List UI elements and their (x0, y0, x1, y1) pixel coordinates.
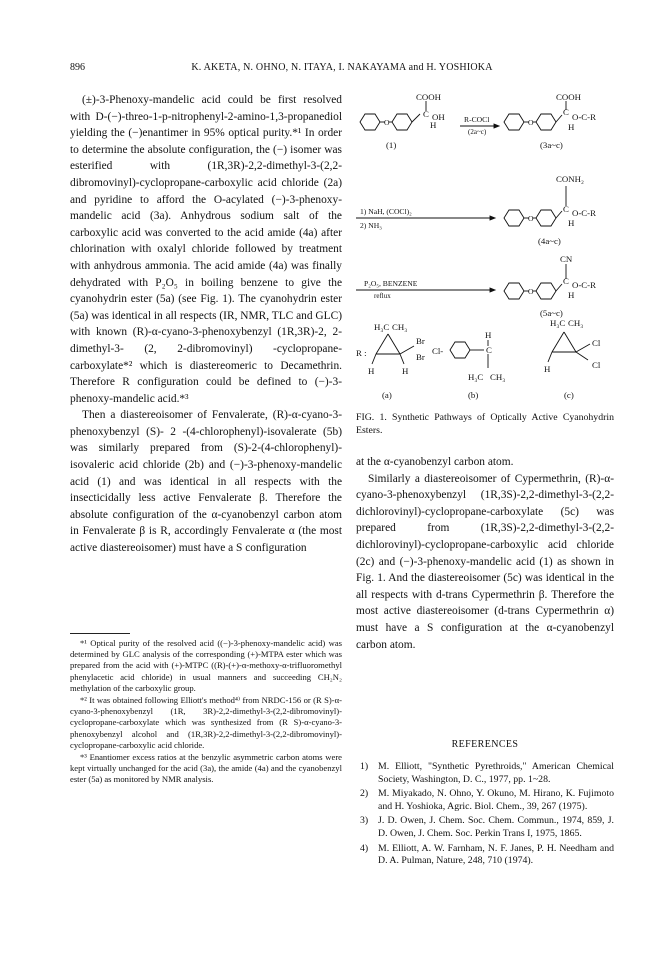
reaction-scheme-figure (352, 88, 618, 406)
reference-text: M. Elliott, "Synthetic Pyrethroids," American Chemical Society, Washington, D. C., 1977, pp. 1~28. (378, 761, 614, 785)
figure-caption: FIG. 1. Synthetic Pathways of Optically Active Cyanohydrin Esters. (356, 412, 614, 436)
carbon-label: C (563, 204, 569, 214)
chloro-label: Cl (592, 338, 601, 348)
h-label: H (402, 366, 409, 376)
reference-item (356, 815, 614, 840)
reagent-step-2: 2) NH₃ (360, 221, 382, 230)
footnote: *² It was obtained following Elliott's method⁴⁾ from NRDC-156 or (R S)-α-cyano-3-phenoxybenzyl (1R, 3R)-2,2-dimethyl-3-(2,2-dibromovinyl)-cyclopropane-carboxylate which was synthesized from (R S)-α-cyano-3-phenoxybenzyl alcohol and (1R,3R)-2,2-dimethyl-3-(2,2-dibromovinyl)-cyclopropane-carboxylic acid chloride. (70, 695, 342, 750)
r-group-c-label: (c) (564, 390, 574, 400)
ether-o-label: O (528, 214, 534, 223)
reference-item (356, 788, 614, 813)
compound-3-label: (3a~c) (540, 140, 563, 150)
r-group-label: R : (356, 348, 367, 358)
cooh-label: COOH (556, 92, 581, 102)
body-paragraph: Then a diastereoisomer of Fenvalerate, (R)-α-cyano-3-phenoxybenzyl (S)- 2 -(4-chlorophenyl)-isovalerate (5b) was similarly prepared from (S)-2-(4-chlorophenyl)-isovaleric acid chloride (2b) and (−)-3-phenoxy-mandelic acid (1) and was identical in all respects with the insecticidally less active Fenvalerate β. Therefore the absolute configuration of the α-cyanobenzyl carbon atom in Fenvalerate β is R, accordingly Fenvalerate α (the most active diastereoisomer) must have a S configuration (70, 409, 342, 555)
ether-o-label: O (528, 118, 534, 127)
rcocl-reagent: R-COCl (464, 115, 490, 124)
compound-1-label: (1) (386, 140, 397, 150)
references-heading: REFERENCES (451, 739, 519, 750)
methyl-label: CH₃ (490, 372, 506, 382)
running-header (70, 62, 614, 76)
reference-text: J. D. Owen, J. Chem. Soc. Chem. Commun., 1974, 859, J. D. Owen, J. Chem. Soc. Perkin Trans I, 1975, 1865. (378, 815, 614, 839)
methyl-label: H₃C (374, 322, 390, 332)
compound-5-label: (5a~c) (540, 308, 563, 318)
r-group-b-label: (b) (468, 390, 479, 400)
body-paragraph: Similarly a diastereoisomer of Cypermethrin, (R)-α-cyano-3-phenoxybenzyl (1R,3S)-2,2-dimethyl-3-(2,2-dichlorovinyl)-cyclopropane-carboxylate (5c) was prepared from (1R,3S)-2,2-dimethyl-3-(2,2-dichlorovinyl)-cyclopropane-carboxylic acid chloride (2c) and (−)-3-phenoxy-mandelic acid (1) as shown in Fig. 1. And the diastereoisomer (5c) was identical in the all respects with d-trans Cypermethrin β. Therefore the most active diastereoisomer (d-trans Cypermethrin α) must have a S configuration at the α-cyanobenzyl carbon atom. (356, 472, 614, 651)
reagent-reflux: reflux (374, 292, 391, 300)
reference-number: 3) (360, 815, 369, 827)
h-label: H (568, 122, 575, 132)
reagent-p2o5: P₂O₅, BENZENE (364, 279, 418, 288)
bromo-label: Br (416, 352, 425, 362)
carbon-label: C (563, 276, 569, 286)
chloro-label: Cl (592, 360, 601, 370)
methyl-label: H₃C (550, 318, 566, 328)
reference-number: 4) (360, 842, 369, 854)
h-label: H (368, 366, 375, 376)
carbon-label: C (563, 107, 569, 117)
h-label: H (568, 218, 575, 228)
reference-item (356, 843, 614, 868)
h-label: H (485, 330, 492, 340)
methyl-label: CH₃ (392, 322, 408, 332)
footnote: *¹ Optical purity of the resolved acid ((−)-3-phenoxy-mandelic acid) was determined by GLC analysis of the corresponding (+)-MTPA ester which was prepared from the acid with (+)-MTPC ((R)-(+)-α-methoxy-α-trifluoromethyl phenylacetic acid chloride) in usual manners and succeeding CH₂N₂ methylation of the carboxylic group. (70, 638, 342, 693)
ether-o-label: O (528, 287, 534, 296)
bromo-label: Br (416, 336, 425, 346)
rcocl-subscript: (2a~c) (468, 128, 487, 136)
conh2-label: CONH₂ (556, 174, 584, 184)
body-paragraph: at the α-cyanobenzyl carbon atom. (356, 456, 514, 468)
compound-4-label: (4a~c) (538, 236, 561, 246)
ester-label: O-C-R (572, 208, 596, 218)
reference-text: M. Elliott, A. W. Farnham, N. F. Janes, P. H. Needham and D. A. Pulman, Nature, 248, 710 (1974). (378, 842, 614, 867)
h-label: H (430, 120, 437, 130)
footnote: *³ Enantiomer excess ratios at the benzylic asymmetric carbon atoms were kept virtually unchanged for the acid (3a), the amide (4a) and the cyanobenzyl ester (5a) as monitored by NMR analysis. (70, 752, 342, 785)
author-line: K. AKETA, N. OHNO, N. ITAYA, I. NAKAYAMA and H. YOSHIOKA (191, 62, 493, 73)
left-column (70, 92, 342, 557)
methyl-label: H₃C (468, 372, 484, 382)
right-column (356, 454, 614, 653)
reference-number: 1) (360, 761, 369, 772)
body-paragraph: (±)-3-Phenoxy-mandelic acid could be first resolved with D-(−)-threo-1-p-nitrophenyl-2-amino-1,3-propanediol yielding the (−)enantimer in 95% optical purity.*¹ In order to determine the absolute configuration, the (−) isomer was esterified with (1R,3R)-2,2-dimethyl-3-(2,2-dibromovinyl)-cyclopropane-carboxylic acid chloride (2a) and pyridine to afford the O-acylated (−)-3-phenoxy-mandelic acid (3a). Anhydrous sodium salt of the carboxylic acid was converted to the acid amide (4a) after chlorination with oxalyl chloride followed by treatment with anhydrous ammonia. The acid amide (4a) was finally dehydrated with P₂O₅ in boiling benzene to give the cyanohydrin ester (5a) (see Fig. 1). The cyanohydrin ester (5a) was identical in all respects (IR, NMR, TLC and GLC) with known (R)-α-cyano-3-phenoxybenzyl (1R,3R)-2, 2-dimethyl-3- (2, 2-dibromovinyl) -cyclopropane-carboxylate*² which is diastereomeric to Decamethrin. Therefore R configuration could be defined to (−)-3-phenoxy-mandelic acid.*³ (70, 94, 342, 405)
reference-number: 2) (360, 788, 369, 800)
r-group-a-label: (a) (382, 390, 392, 400)
references-list (356, 761, 614, 870)
oh-label: OH (432, 112, 445, 122)
carbon-label: C (486, 345, 492, 355)
ether-o-label: O (384, 118, 390, 127)
chloro-label: Cl- (432, 346, 444, 356)
methyl-label: CH₃ (568, 318, 584, 328)
reference-text: M. Miyakado, N. Ohno, Y. Okuno, M. Hirano, K. Fujimoto and H. Yoshioka, Agric. Biol. Chem., 39, 267 (1975). (378, 788, 614, 812)
h-label: H (544, 364, 551, 374)
page-number: 896 (70, 62, 85, 73)
cooh-label: COOH (416, 92, 441, 102)
footnote-rule (70, 633, 130, 634)
h-label: H (568, 290, 575, 300)
reference-item (356, 761, 614, 786)
cn-label: CN (560, 254, 573, 264)
ester-label: O-C-R (572, 112, 596, 122)
ester-label: O-C-R (572, 280, 596, 290)
footnotes (70, 633, 342, 787)
reagent-step-1: 1) NaH, (COCl)₂ (360, 207, 412, 216)
carbon-label: C (423, 109, 429, 119)
